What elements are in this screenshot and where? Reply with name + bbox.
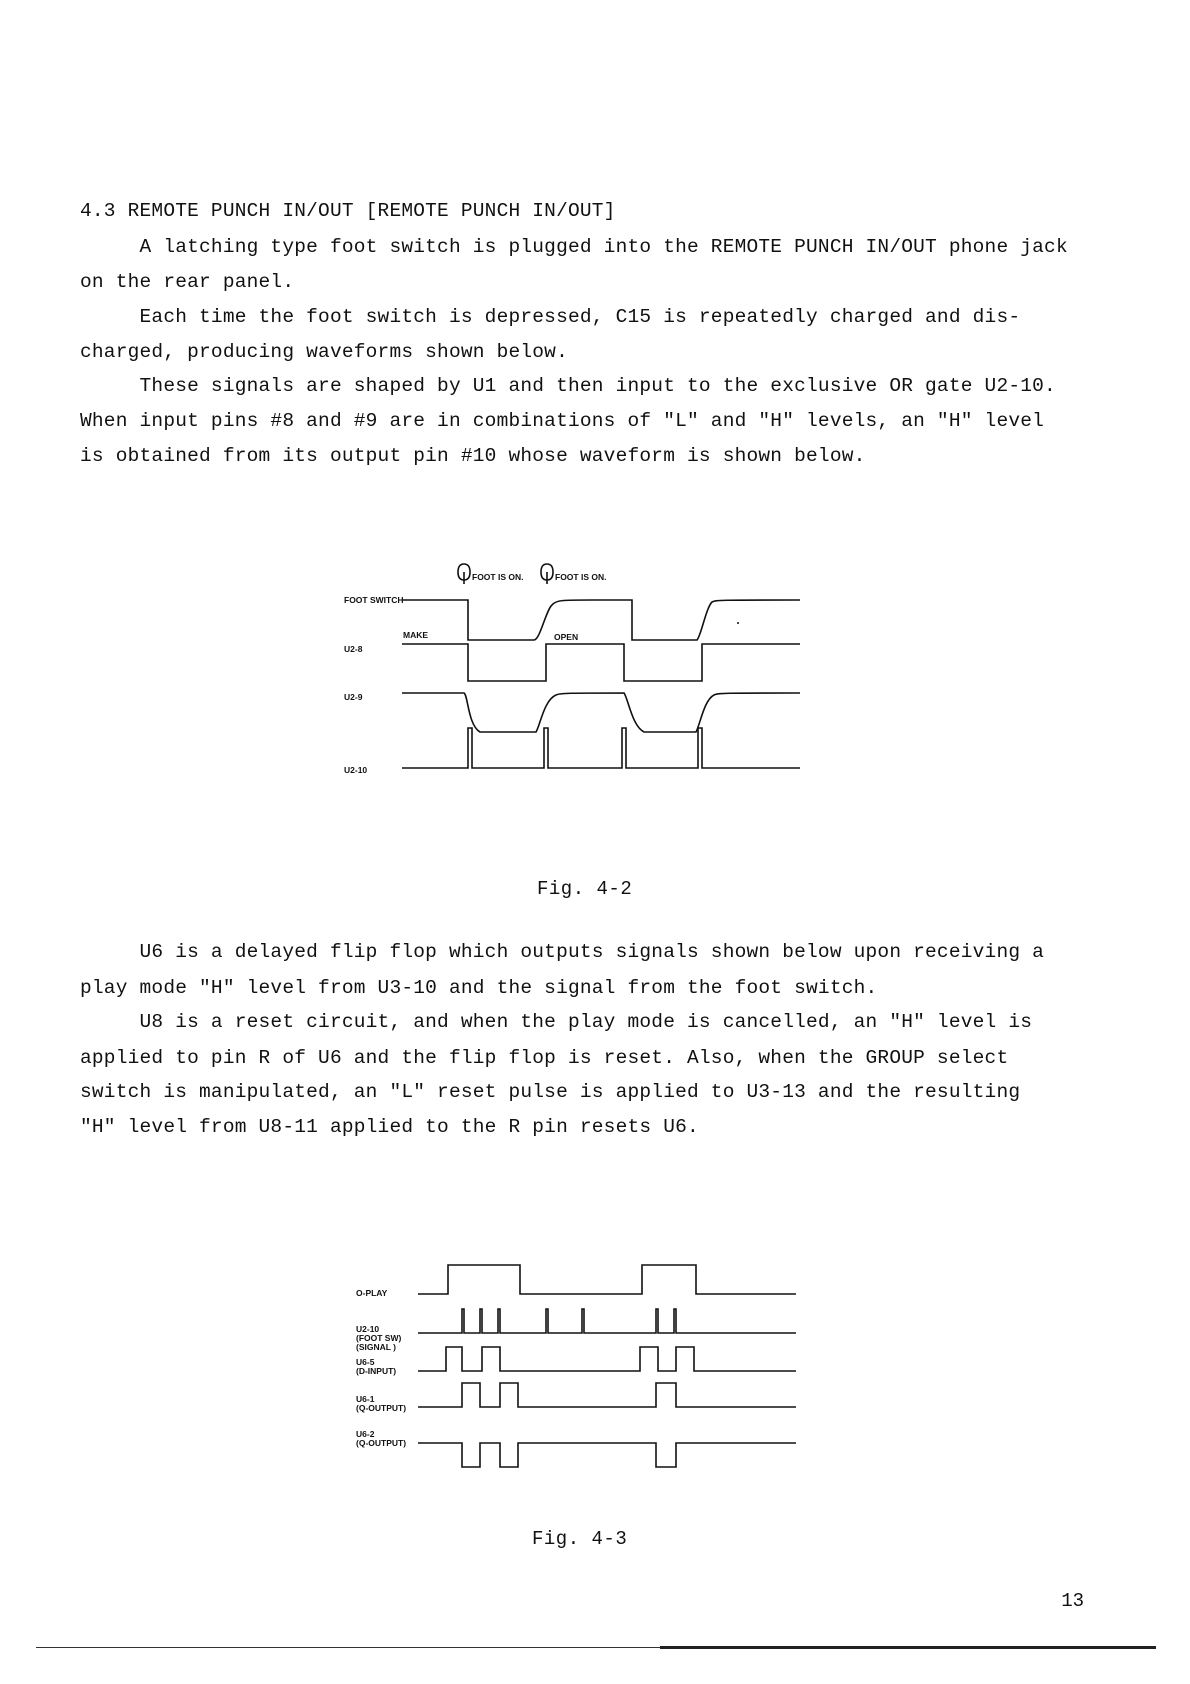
waveform-u6-1-q-output: [418, 1383, 796, 1407]
make-label: MAKE: [403, 630, 429, 640]
signal-label-u2-9: U2-9: [344, 692, 363, 702]
paragraph-line: play mode "H" level from U3-10 and the signal from the foot switch.: [80, 977, 878, 999]
label-line: (SIGNAL ): [356, 1342, 396, 1352]
label-line: (Q-OUTPUT): [356, 1438, 407, 1448]
paragraph-line: switch is manipulated, an "L" reset pulse is applied to U3-13 and the resulting: [80, 1081, 1021, 1103]
open-label: OPEN: [554, 632, 579, 642]
signal-label-o-play: O-PLAY: [356, 1288, 388, 1298]
label-line: (Q-OUTPUT): [356, 1403, 407, 1413]
waveform-u2-9: [402, 693, 800, 732]
signal-label-u6-2: [356, 1429, 406, 1448]
waveform-u6-5-d-input: [418, 1347, 796, 1371]
foot-on-marker-2: [541, 564, 606, 584]
figure-4-2-timing-diagram: [340, 560, 810, 810]
waveform-u2-10-foot-sw: [418, 1309, 796, 1333]
waveform-u6-2-q-output: [418, 1443, 796, 1467]
paragraph-line: charged, producing waveforms shown below.: [80, 341, 568, 363]
signal-label-u6-5: [356, 1357, 396, 1376]
figure-4-2-caption: Fig. 4-2: [537, 878, 633, 900]
figure-4-3-timing-diagram: [350, 1255, 810, 1475]
signal-label-u2-10: U2-10: [344, 765, 368, 775]
figure-4-3-caption: Fig. 4-3: [532, 1528, 628, 1550]
label-line: U6-1: [356, 1394, 375, 1404]
paragraph-line: on the rear panel.: [80, 271, 295, 293]
footer-rule-thick: [660, 1646, 1156, 1649]
label-line: U2-10: [356, 1324, 380, 1334]
foot-on-marker-1: [458, 564, 523, 584]
signal-label-u2-8: U2-8: [344, 644, 363, 654]
section-heading: 4.3 REMOTE PUNCH IN/OUT [REMOTE PUNCH IN/OUT]: [80, 200, 616, 222]
signal-label-foot-switch: FOOT SWITCH: [344, 595, 404, 605]
label-line: U6-5: [356, 1357, 375, 1367]
waveform-u2-8: [402, 644, 800, 681]
label-line: (D-INPUT): [356, 1366, 397, 1376]
paragraph-line: When input pins #8 and #9 are in combinations of "L" and "H" levels, an "H" level: [80, 410, 1045, 432]
paragraph-line: U6 is a delayed flip flop which outputs signals shown below upon receiving a: [80, 941, 1045, 963]
label-line: (FOOT SW): [356, 1333, 402, 1343]
waveform-u2-10: [402, 728, 800, 768]
paragraph-line: U8 is a reset circuit, and when the play mode is cancelled, an "H" level is: [80, 1011, 1033, 1033]
waveform-o-play: [418, 1265, 796, 1294]
signal-label-u6-1: [356, 1394, 406, 1413]
paragraph-line: Each time the foot switch is depressed, C15 is repeatedly charged and dis-: [80, 306, 1021, 328]
foot-on-label-1: FOOT IS ON.: [472, 572, 524, 582]
signal-label-u2-10: [356, 1324, 401, 1352]
paragraph-line: applied to pin R of U6 and the flip flop is reset. Also, when the GROUP select: [80, 1047, 1009, 1069]
paragraph-line: is obtained from its output pin #10 whose waveform is shown below.: [80, 445, 866, 467]
label-line: U6-2: [356, 1429, 375, 1439]
paragraph-line: These signals are shaped by U1 and then input to the exclusive OR gate U2-10.: [80, 375, 1056, 397]
foot-on-label-2: FOOT IS ON.: [555, 572, 607, 582]
paragraph-line: "H" level from U8-11 applied to the R pin resets U6.: [80, 1116, 699, 1138]
waveform-foot-switch: [402, 600, 800, 640]
paragraph-line: A latching type foot switch is plugged into the REMOTE PUNCH IN/OUT phone jack: [80, 236, 1068, 258]
page-number: 13: [1061, 1590, 1084, 1612]
